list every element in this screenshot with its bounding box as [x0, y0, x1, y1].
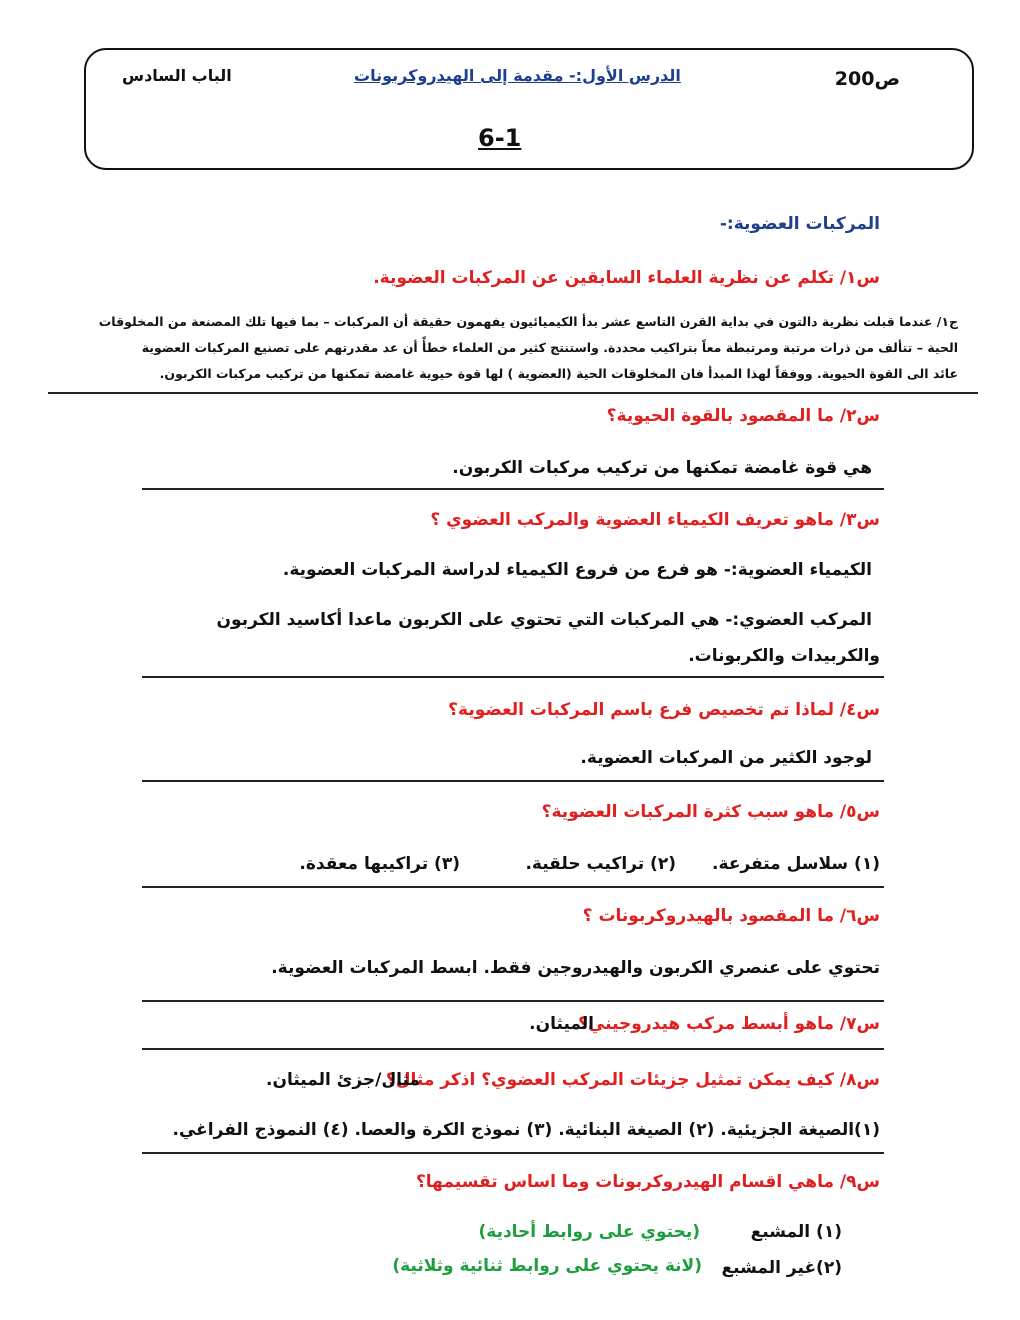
hydrocarbon-type-1-note: (يحتوي على روابط أحادية)	[478, 1222, 700, 1242]
reason-option-2: (٢) تراكيب حلقية.	[525, 854, 676, 874]
reason-option-3: (٣) تراكيبها معقدة.	[299, 854, 460, 874]
answer-4: لوجود الكثير من المركبات العضوية.	[580, 748, 872, 768]
unit-title: الباب السادس	[122, 66, 232, 85]
section-title: المركبات العضوية:-	[719, 214, 880, 234]
lesson-title: الدرس الأول:- مقدمة إلى الهيدروكربونات	[354, 66, 681, 85]
divider	[142, 676, 884, 678]
answer-1-line-1: ج١/ عندما قبلت نظرية دالتون في بداية القرن التاسع عشر بدأ الكيميائيون يفهمون حقيقة أن المركبات – بما فيها تلك المصنعة من المخلوقات	[98, 314, 958, 329]
page-number: ص200	[834, 68, 900, 90]
answer-3-organic-compound-line-2: والكربيدات والكربونات.	[688, 646, 880, 666]
answer-3-organic-compound-line-1: المركب العضوي:- هي المركبات التي تحتوي على الكربون ماعدا أكاسيد الكربون	[216, 610, 872, 630]
question-8: س٨/ كيف يمكن تمثيل جزيئات المركب العضوي؟ اذكر مثال؟	[385, 1070, 880, 1090]
hydrocarbon-type-2-note: (لانة يحتوي على روابط ثنائية وثلاثية)	[392, 1256, 702, 1276]
divider	[142, 1000, 884, 1002]
hydrocarbon-type-2: (٢)غير المشبع	[721, 1258, 842, 1278]
divider	[142, 780, 884, 782]
answer-3-organic-chemistry: الكيمياء العضوية:- هو فرع من فروع الكيمياء لدراسة المركبات العضوية.	[282, 560, 872, 580]
answer-1-line-2: الحية – تتألف من ذرات مرتبة ومرتبطة معاً بتراكيب محددة. واستنتج كثير من العلماء خطأً أن عد مقدرتهم على تصنيع المركبات العضوية	[141, 340, 958, 355]
question-5: س٥/ ماهو سبب كثرة المركبات العضوية؟	[541, 802, 880, 822]
reason-option-1: (١) سلاسل متفرعة.	[712, 854, 880, 874]
lesson-header-box	[84, 48, 974, 170]
divider	[142, 1048, 884, 1050]
question-6: س٦/ ما المقصود بالهيدروكربونات ؟	[582, 906, 880, 926]
question-4: س٤/ لماذا تم تخصيص فرع باسم المركبات العضوية؟	[448, 700, 880, 720]
answer-8: (١)الصيغة الجزيئية. (٢) الصيغة البنائية. (٣) نموذج الكرة والعصا. (٤) النموذج الفراغي.	[172, 1120, 880, 1140]
lesson-number: 6-1	[478, 124, 522, 152]
question-7: س٧/ ماهو أبسط مركب هيدروجيني؟	[578, 1014, 880, 1034]
answer-7: الميثان.	[529, 1014, 594, 1034]
answer-8-example: مثال/جزئ الميثان.	[266, 1070, 420, 1090]
question-1: س١/ تكلم عن نظرية العلماء السابقين عن المركبات العضوية.	[373, 268, 880, 288]
divider	[48, 392, 978, 394]
divider	[142, 1152, 884, 1154]
divider	[142, 488, 884, 490]
question-9: س٩/ ماهي اقسام الهيدروكربونات وما اساس تقسيمها؟	[415, 1172, 880, 1192]
divider	[142, 886, 884, 888]
answer-2: هي قوة غامضة تمكنها من تركيب مركبات الكربون.	[452, 458, 872, 478]
answer-1-line-3: عائد الى القوة الحيوية. ووفقاً لهذا المبدأ فان المخلوقات الحية (العضوية ) لها قوة حيوية غامضة تمكنها من تركيب مركبات الكربون.	[159, 366, 958, 381]
hydrocarbon-type-1: (١) المشبع	[750, 1222, 842, 1242]
question-3: س٣/ ماهو تعريف الكيمياء العضوية والمركب العضوي ؟	[430, 510, 880, 530]
answer-6: تحتوي على عنصري الكربون والهيدروجين فقط. ابسط المركبات العضوية.	[271, 958, 880, 978]
question-2: س٢/ ما المقصود بالقوة الحيوية؟	[606, 406, 880, 426]
